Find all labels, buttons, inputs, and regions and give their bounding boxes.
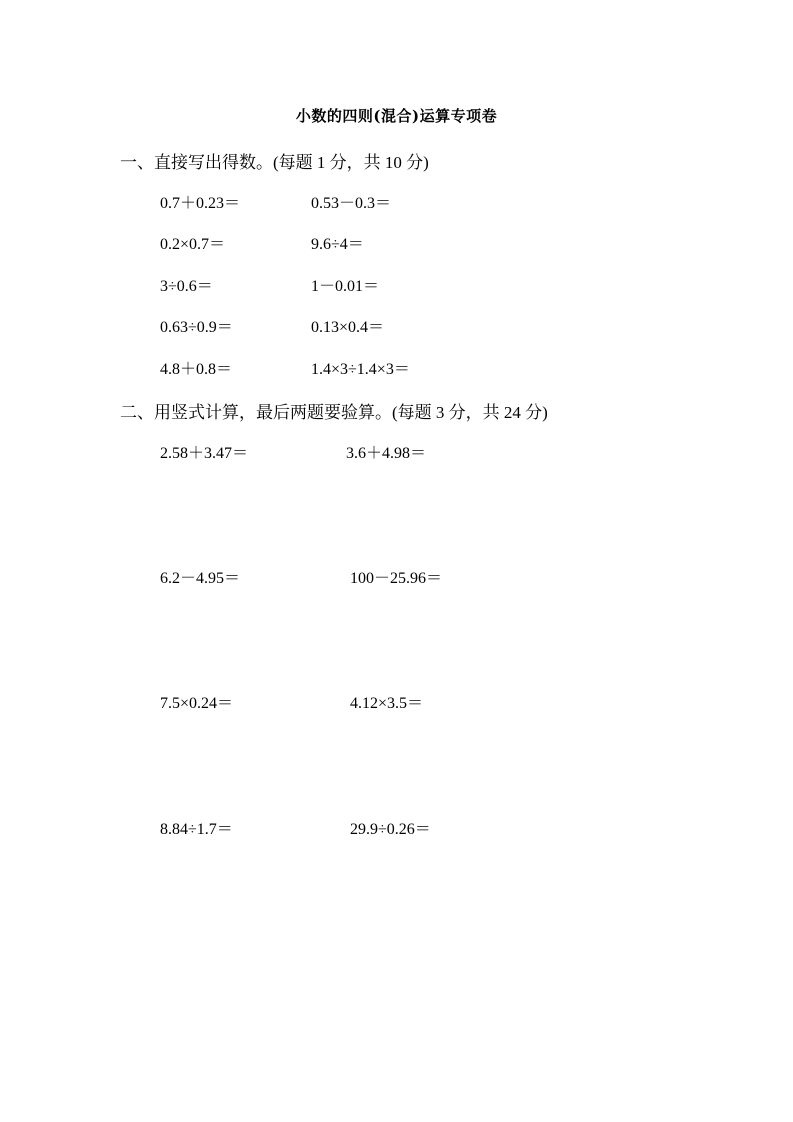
- section-1-problem-3a: 3÷0.6＝: [160, 278, 213, 295]
- section-2-problem-4b: 29.9÷0.26＝: [350, 821, 431, 838]
- section-1-problem-3b: 1－0.01＝: [311, 278, 380, 295]
- section-2-problem-4a: 8.84÷1.7＝: [160, 821, 233, 838]
- section-2-problem-1b: 3.6＋4.98＝: [346, 445, 427, 462]
- section-2-problem-2a: 6.2－4.95＝: [160, 570, 241, 587]
- section-1-problem-1a: 0.7＋0.23＝: [160, 195, 241, 212]
- section-1-problem-4b: 0.13×0.4＝: [311, 319, 385, 336]
- section-1-problem-4a: 0.63÷0.9＝: [160, 319, 233, 336]
- section-1-problem-5a: 4.8＋0.8＝: [160, 361, 233, 378]
- section-1-problem-1b: 0.53－0.3＝: [311, 195, 392, 212]
- section-1-heading: 一、直接写出得数。(每题 1 分，共 10 分): [120, 153, 429, 172]
- page-title: 小数的四则(混合)运算专项卷: [295, 107, 498, 125]
- section-2-heading: 二、用竖式计算，最后两题要验算。(每题 3 分，共 24 分): [120, 403, 548, 422]
- section-2-problem-3a: 7.5×0.24＝: [160, 695, 234, 712]
- section-1-problem-5b: 1.4×3÷1.4×3＝: [311, 361, 410, 378]
- section-1-problem-2b: 9.6÷4＝: [311, 236, 364, 253]
- section-2-problem-1a: 2.58＋3.47＝: [160, 445, 249, 462]
- section-2-problem-3b: 4.12×3.5＝: [350, 695, 424, 712]
- section-1-problem-2a: 0.2×0.7＝: [160, 236, 226, 253]
- section-2-problem-2b: 100－25.96＝: [350, 570, 443, 587]
